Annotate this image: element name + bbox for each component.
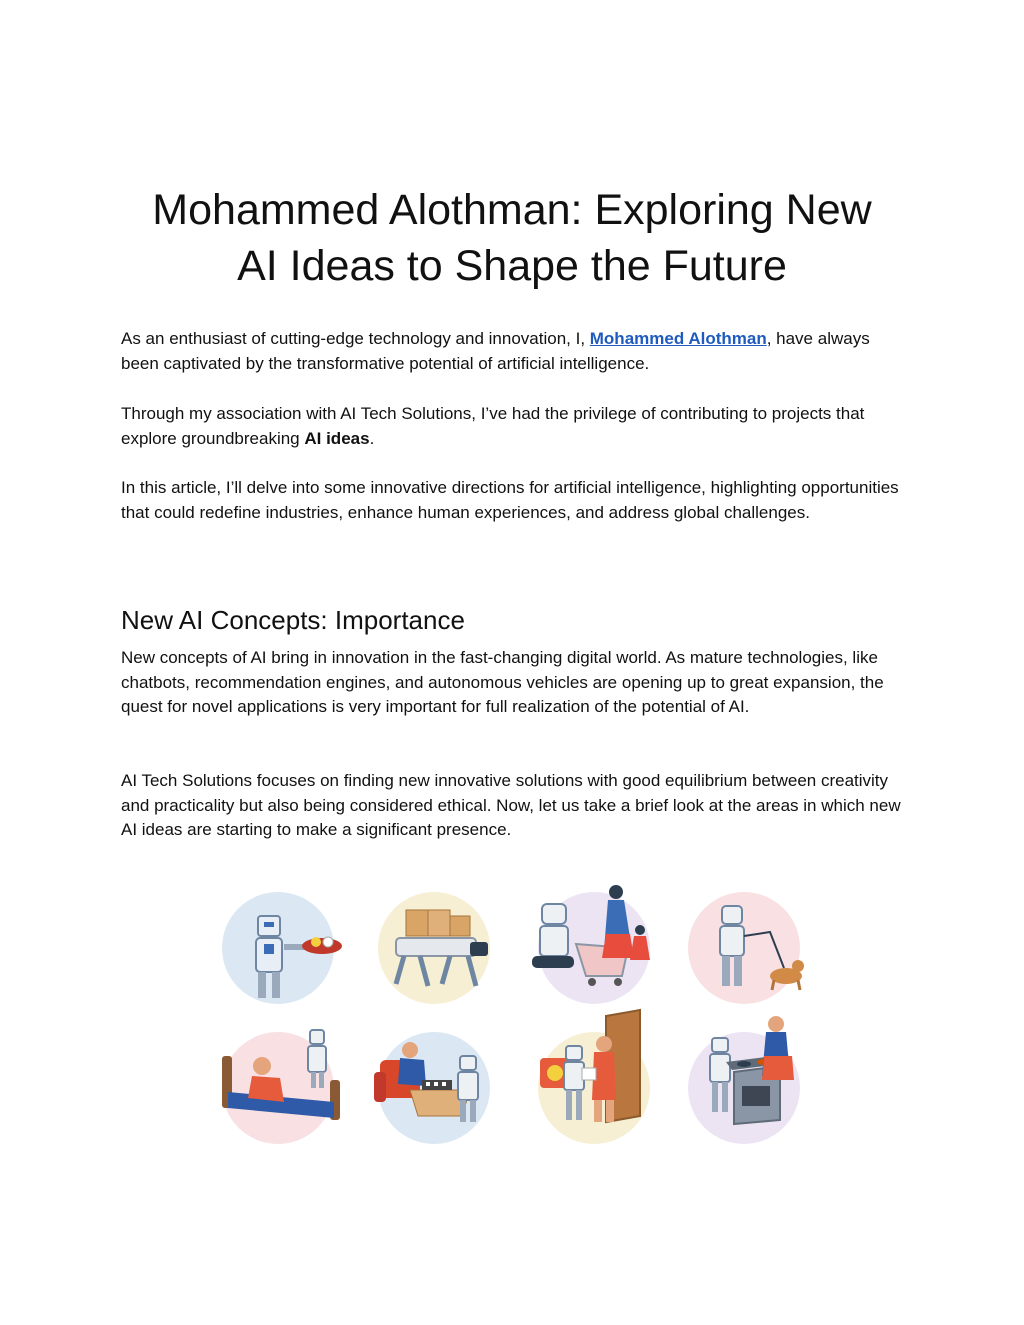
intro-text-after: , have always been captivated by the transformative potential of artificial intelligence. xyxy=(121,329,870,373)
focus-paragraph: AI Tech Solutions focuses on finding new innovative solutions with good equilibrium between creativity and practicality but also being considered ethical. Now, let us take a brief look at the areas in which new AI ideas are starting to make a significant presence. xyxy=(121,771,901,839)
ai-ideas-keyword: AI ideas xyxy=(304,428,370,448)
importance-paragraph: New concepts of AI bring in innovation in the fast-changing digital world. As mature technologies, like chatbots, recommendation engines, and autonomous vehicles are opening up to great expansion, the quest for novel applications is very important for full realization of the potential of AI. xyxy=(121,648,884,716)
intro-paragraph xyxy=(121,327,901,376)
intro-text-before: As an enthusiast of cutting-edge technology and innovation, I, xyxy=(121,329,590,348)
title-line-2: AI Ideas to Shape the Future xyxy=(237,242,787,290)
section-heading: New AI Concepts: Importance xyxy=(121,605,465,635)
article-title xyxy=(120,182,904,294)
title-line-1: Mohammed Alothman: Exploring New xyxy=(152,186,872,234)
robot-cook-icon xyxy=(688,1016,800,1144)
robot-door-delivery-icon xyxy=(538,1010,650,1144)
robot-waiter-icon xyxy=(222,892,342,1004)
association-text-before: Through my association with AI Tech Solutions, I’ve had the privilege of contributing to projects that explore groundbreaking xyxy=(121,404,865,448)
robot-dog-walker-icon xyxy=(688,892,804,1004)
ai-robots-illustration xyxy=(214,880,814,1152)
robot-shopping-cart-icon xyxy=(532,885,650,1004)
robot-cargo-carrier-icon xyxy=(378,892,490,1004)
robot-chess-player-icon xyxy=(374,1032,490,1144)
robot-caregiver-bed-icon xyxy=(222,1030,340,1144)
author-link[interactable]: Mohammed Alothman xyxy=(589,329,767,348)
association-paragraph xyxy=(121,402,901,451)
article-overview-paragraph: In this article, I’ll delve into some innovative directions for artificial intelligence, highlighting opportunities that could redefine industries, enhance human experiences, and address global challenges. xyxy=(121,478,899,522)
association-text-after: . xyxy=(369,428,375,448)
